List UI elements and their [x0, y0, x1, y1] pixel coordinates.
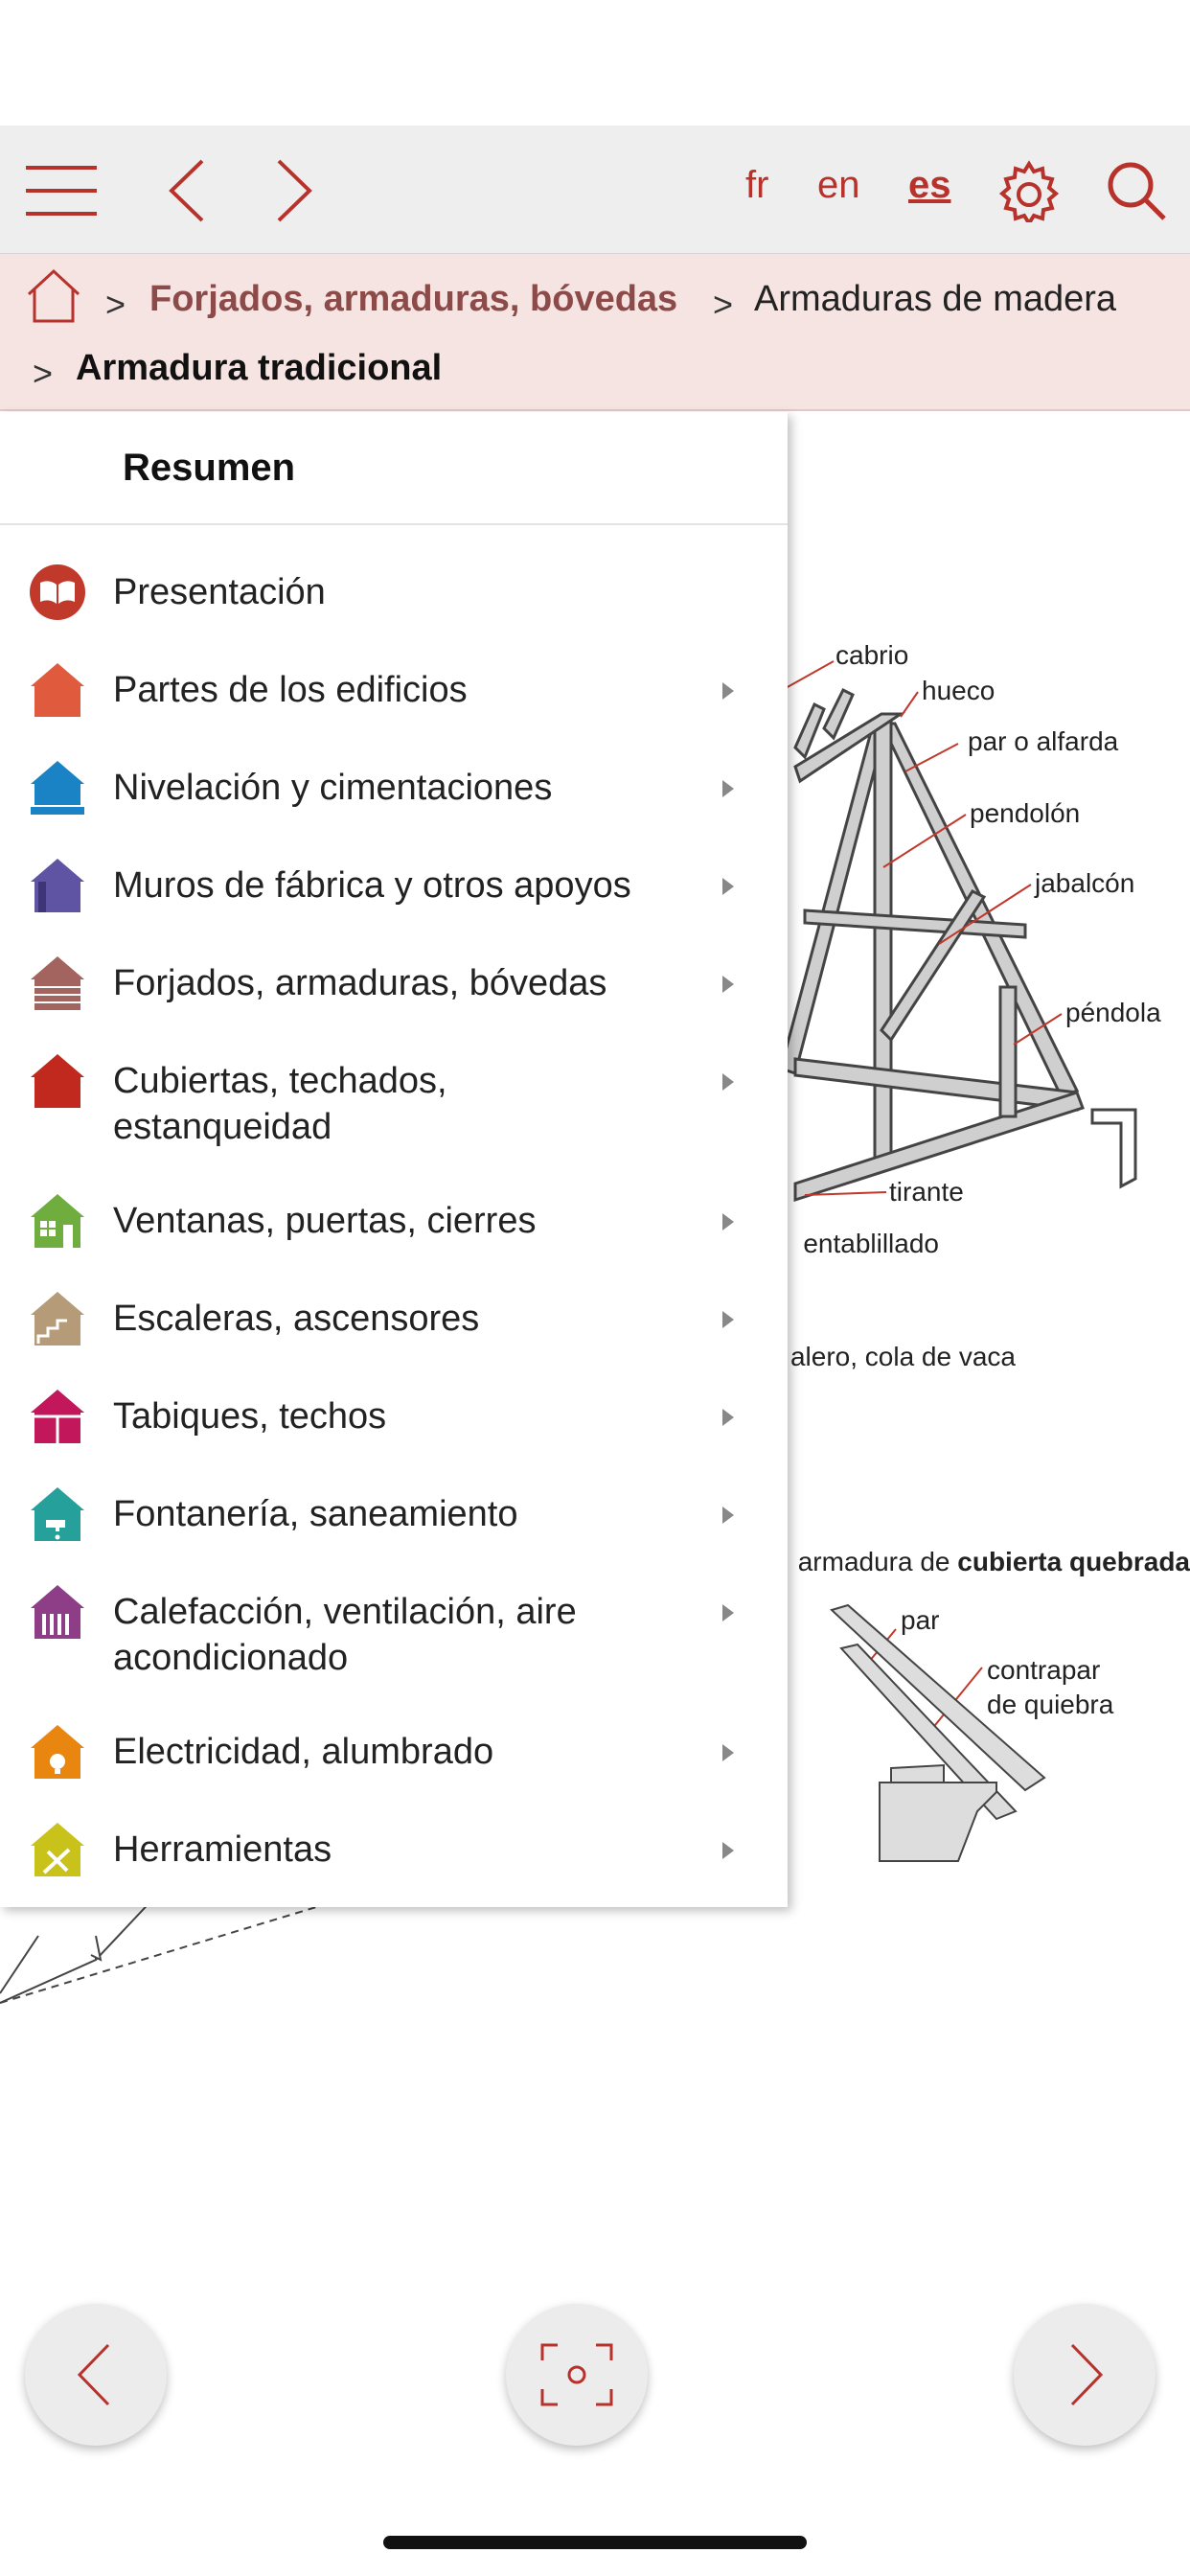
menu-item-herramientas[interactable]	[0, 1821, 788, 1907]
chevron-right-icon	[722, 1604, 734, 1622]
menu-item-label: Nivelación y cimentaciones	[113, 768, 553, 808]
menu-item-tabiques[interactable]	[0, 1388, 788, 1484]
menu-item-label: Herramientas	[113, 1829, 332, 1870]
menu-item-label: Calefacción, ventilación, aire acondicionado	[113, 1592, 577, 1678]
menu-item-ventanas[interactable]	[0, 1192, 788, 1288]
label-tirante: tirante	[889, 1177, 964, 1207]
language-fr[interactable]: fr	[745, 164, 769, 206]
house-bulb-icon	[29, 1723, 86, 1781]
chevron-right-icon	[722, 1213, 734, 1230]
menu-item-label: Cubiertas, techados, estanqueidad	[113, 1061, 447, 1147]
label-pendolon: pendolón	[970, 798, 1081, 828]
menu-item-label: Muros de fábrica y otros apoyos	[113, 865, 631, 906]
menu-item-label: Partes de los edificios	[113, 670, 468, 710]
search-icon[interactable]	[1098, 152, 1175, 229]
breadcrumb-separator: >	[33, 354, 54, 393]
hamburger-menu-icon[interactable]	[23, 152, 100, 229]
label-jabalcon: jabalcón	[1035, 868, 1135, 898]
menu-item-escaleras[interactable]	[0, 1290, 788, 1386]
chevron-right-icon	[722, 1506, 734, 1524]
menu-item-presentacion[interactable]	[0, 564, 788, 659]
chevron-right-icon	[722, 780, 734, 797]
breadcrumb-level2[interactable]: Armaduras de madera	[754, 279, 1117, 319]
menu-item-partes-edificios[interactable]	[0, 661, 788, 757]
menu-item-label: Tabiques, techos	[113, 1396, 387, 1437]
menu-item-nivelacion[interactable]	[0, 759, 788, 855]
breadcrumb	[0, 254, 1190, 411]
language-en[interactable]: en	[817, 164, 860, 206]
chevron-right-icon	[722, 1311, 734, 1328]
menu-item-electricidad[interactable]	[0, 1723, 788, 1819]
previous-page-button[interactable]	[25, 2304, 167, 2446]
house-faucet-icon	[29, 1485, 86, 1543]
next-page-icon	[1061, 2341, 1109, 2408]
language-es[interactable]: es	[908, 164, 951, 206]
home-icon[interactable]	[25, 267, 82, 325]
chevron-right-icon	[722, 878, 734, 895]
drawer-title: Resumen	[123, 447, 296, 489]
menu-item-label: Escaleras, ascensores	[113, 1299, 480, 1339]
chevron-right-icon	[722, 1409, 734, 1426]
label-entablillado-text: entablillado	[803, 1229, 939, 1258]
breadcrumb-level1[interactable]: Forjados, armaduras, bóvedas	[149, 279, 678, 319]
previous-page-icon	[72, 2341, 120, 2408]
top-toolbar	[0, 126, 1190, 255]
label-cabrio: cabrio	[835, 640, 909, 670]
menu-item-label: Fontanería, saneamiento	[113, 1494, 518, 1534]
label-hueco: hueco	[922, 676, 995, 705]
menu-item-label: Ventanas, puertas, cierres	[113, 1201, 537, 1241]
back-icon[interactable]	[149, 152, 226, 229]
label-par-alfarda: par o alfarda	[968, 726, 1119, 756]
label-alero-text: alero, cola de vaca	[790, 1342, 1016, 1371]
summary-drawer	[0, 412, 788, 1907]
house-icon	[29, 1052, 86, 1110]
menu-item-fontaneria[interactable]	[0, 1485, 788, 1581]
next-page-button[interactable]	[1014, 2304, 1156, 2446]
label-contrapar-1: contrapar	[987, 1655, 1101, 1685]
breadcrumb-separator: >	[105, 285, 126, 324]
drawer-header	[0, 412, 788, 525]
label-cubierta-prefix: armadura de	[797, 1547, 958, 1576]
breadcrumb-separator: >	[713, 285, 734, 324]
forward-icon[interactable]	[255, 152, 332, 229]
menu-item-label: Presentación	[113, 572, 326, 612]
breadcrumb-current: Armadura tradicional	[76, 348, 443, 388]
menu-item-label: Forjados, armaduras, bóvedas	[113, 963, 607, 1003]
house-tools-icon	[29, 1821, 86, 1878]
screenshot-icon	[538, 2341, 615, 2408]
menu-item-label: Electricidad, alumbrado	[113, 1732, 494, 1772]
house-stairs-icon	[29, 1290, 86, 1347]
menu-item-cubiertas[interactable]	[0, 1052, 788, 1190]
house-radiator-icon	[29, 1583, 86, 1641]
house-floors-icon	[29, 954, 86, 1012]
house-wall-icon	[29, 1388, 86, 1445]
label-par: par	[901, 1605, 940, 1635]
chevron-right-icon	[722, 1842, 734, 1859]
chevron-right-icon	[722, 1073, 734, 1091]
settings-icon[interactable]	[991, 152, 1067, 229]
chevron-right-icon	[722, 976, 734, 993]
screenshot-button[interactable]	[506, 2304, 648, 2446]
chevron-right-icon	[722, 682, 734, 700]
home-indicator	[383, 2536, 807, 2549]
label-contrapar-2: de quiebra	[987, 1690, 1114, 1719]
house-icon	[29, 661, 86, 719]
menu-item-muros[interactable]	[0, 857, 788, 953]
house-window-icon	[29, 1192, 86, 1250]
label-cubierta-bold: cubierta quebrada	[957, 1547, 1190, 1576]
chevron-right-icon	[722, 1744, 734, 1761]
house-icon	[29, 759, 86, 816]
book-icon	[29, 564, 86, 621]
menu-item-calefaccion[interactable]	[0, 1583, 788, 1721]
label-pendola: péndola	[1065, 998, 1161, 1027]
menu-item-forjados[interactable]	[0, 954, 788, 1050]
house-icon	[29, 857, 86, 914]
